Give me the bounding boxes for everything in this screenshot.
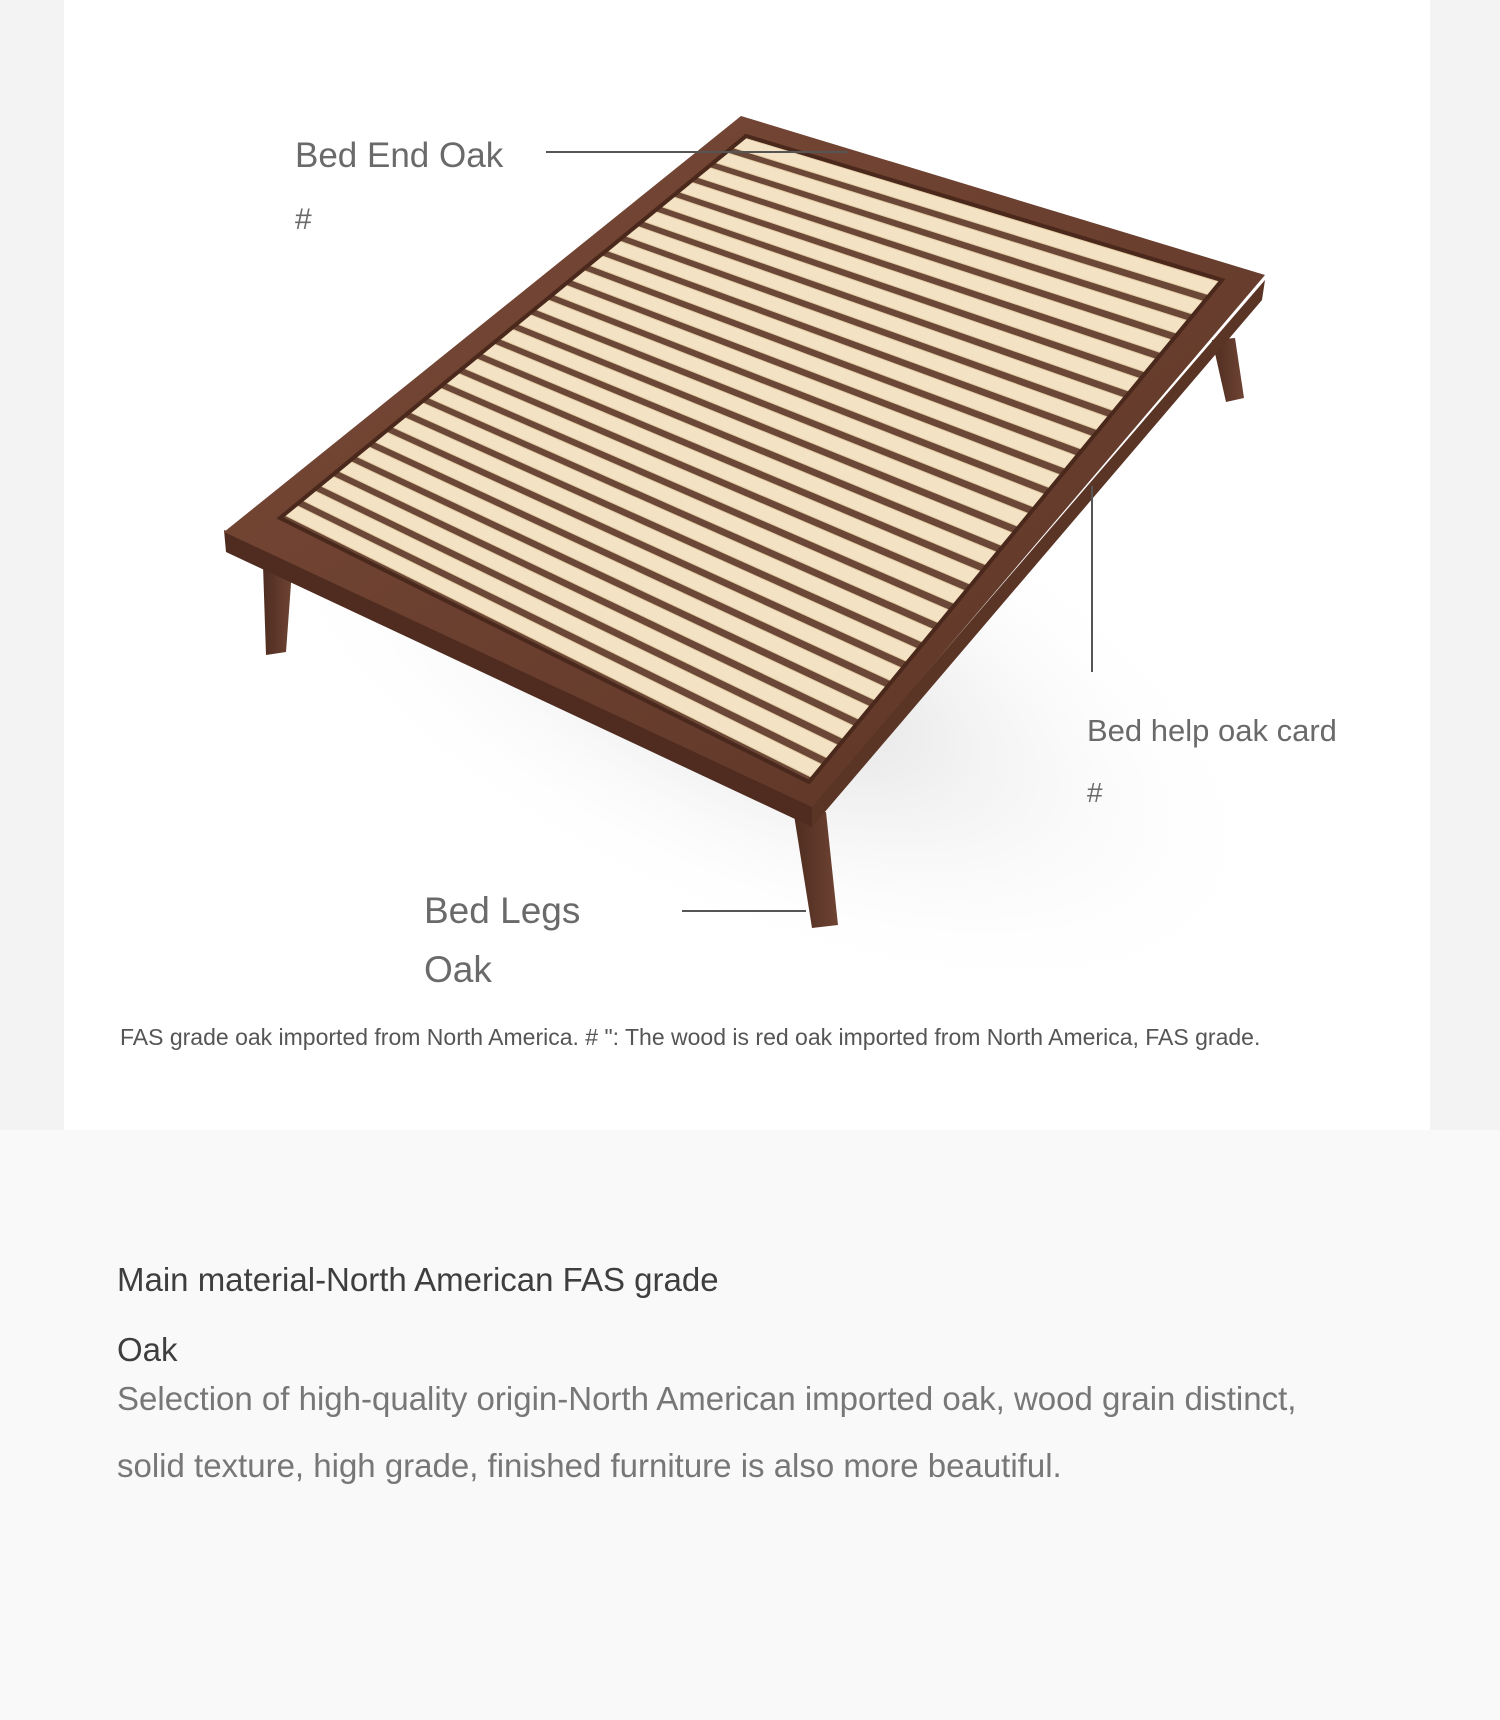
section-title-line2: Oak bbox=[117, 1331, 178, 1368]
callout-bed-end bbox=[295, 124, 503, 252]
callout-bed-end-mark: # bbox=[295, 203, 312, 236]
callout-bed-legs bbox=[424, 881, 580, 999]
callout-bed-legs-label: Bed Legs bbox=[424, 890, 581, 931]
section-title bbox=[117, 1245, 1417, 1385]
figure-caption: FAS grade oak imported from North America. # ": The wood is red oak imported from North America, FAS grade. bbox=[120, 1024, 1261, 1050]
callout-bed-legs-material: Oak bbox=[424, 949, 492, 990]
callout-bed-help-label: Bed help oak card bbox=[1087, 713, 1337, 748]
callout-bed-help bbox=[1087, 700, 1337, 824]
material-section bbox=[117, 1245, 1417, 1499]
section-body: Selection of high-quality origin-North American imported oak, wood grain distinct, solid texture, high grade, finished furniture is also more beautiful. bbox=[117, 1380, 1297, 1484]
callout-bed-help-mark: # bbox=[1087, 777, 1103, 808]
callout-bed-end-label: Bed End Oak bbox=[295, 136, 504, 175]
section-title-line1: Main material-North American FAS grade bbox=[117, 1261, 719, 1298]
